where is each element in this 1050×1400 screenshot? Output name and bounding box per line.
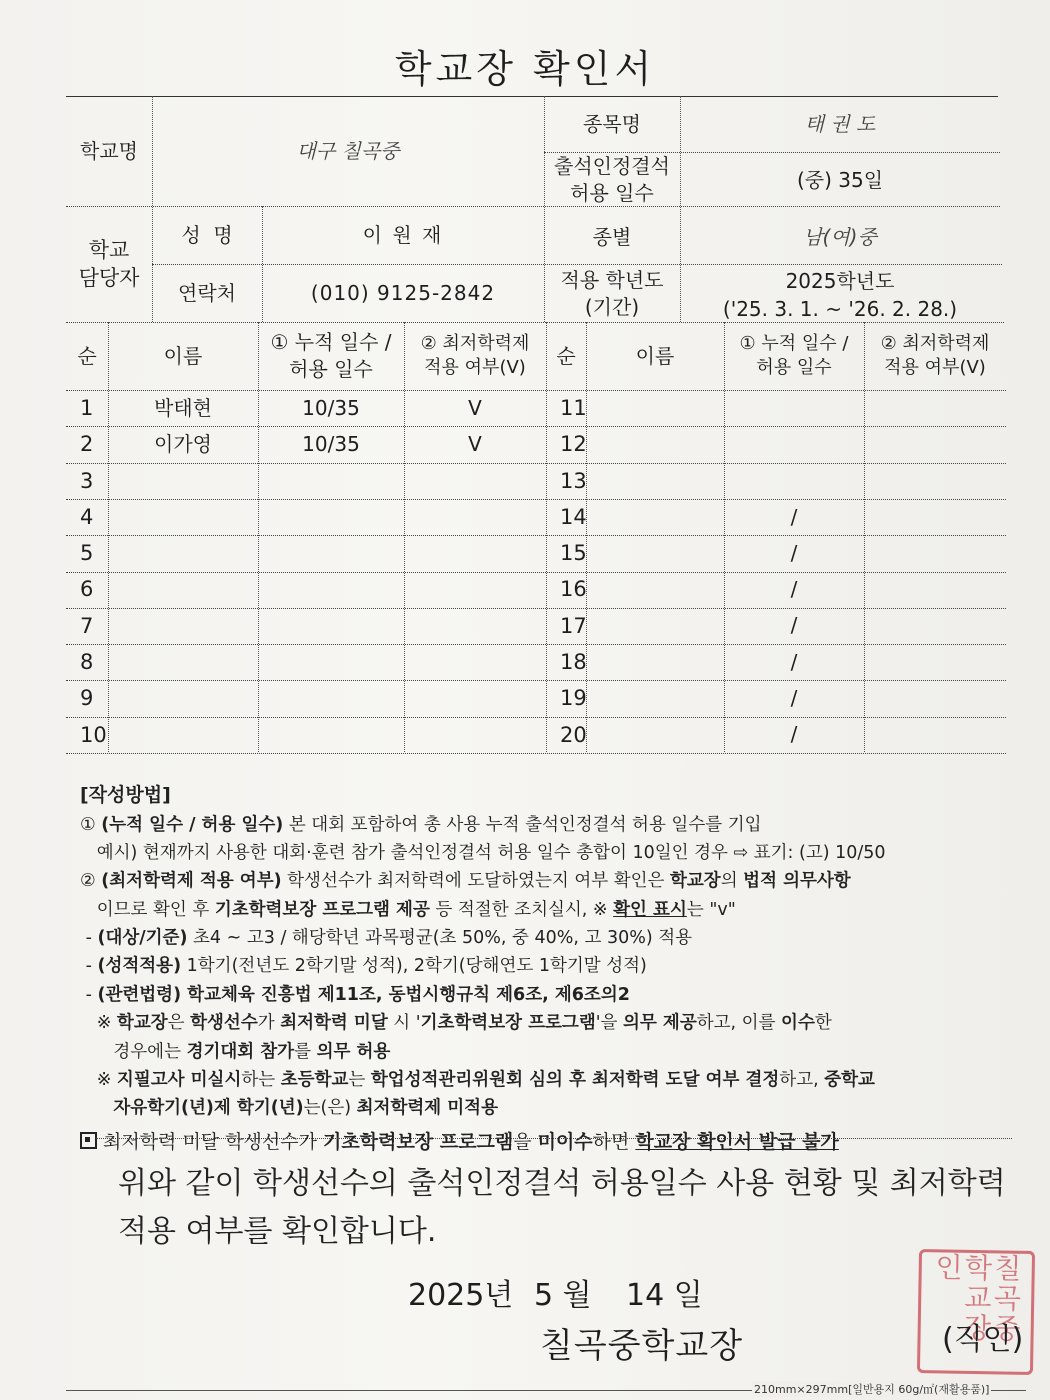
days-ratio: / [790, 504, 798, 529]
contact-value: (010) 9125-2842 [310, 280, 496, 305]
student-name [108, 535, 258, 571]
student-name [586, 572, 724, 608]
table-header-days: ① 누적 일수 / 허용 일수 [270, 330, 392, 381]
period-value: ('25. 3. 1. ~ '26. 2. 28.) [722, 296, 958, 321]
instructions-heading: [작성방법] [80, 784, 171, 806]
paper-spec: 210mm×297mm[일반용지 60g/㎡(재활용품)] [754, 1383, 990, 1396]
minimum-check [864, 717, 1006, 753]
document-title: 학교장 확인서 [394, 47, 656, 91]
days-ratio [724, 463, 864, 499]
minimum-check [404, 463, 546, 499]
minimum-check [864, 535, 1006, 571]
sport-value: 태 권 도 [804, 111, 876, 136]
student-name [108, 499, 258, 535]
checkbox-square-icon [80, 1132, 97, 1149]
minimum-check [864, 426, 1006, 462]
row-number: 10 [80, 722, 107, 747]
days-ratio: / [790, 649, 798, 674]
days-ratio: / [790, 577, 798, 602]
days-ratio [724, 390, 864, 426]
allowed-days-label: 출석인정결석 허용 일수 [554, 154, 670, 205]
row-number: 7 [80, 613, 94, 638]
note-1: ※ 학교장은 학생선수가 최저학력 미달 시 '기초학력보장 프로그램'을 의무 제공하고, 이를 이수한 [80, 1013, 832, 1034]
student-name [108, 463, 258, 499]
row-number: 9 [80, 686, 94, 711]
table-header-minimum: ② 최저학력제 적용 여부(V) [880, 332, 990, 378]
row-number: 18 [560, 650, 587, 675]
law-line: - (관련법령) 학교체육 진흥법 제11조, 동법시행규칙 제6조, 제6조의2 [80, 984, 630, 1005]
student-name [586, 608, 724, 644]
minimum-check [404, 644, 546, 680]
minimum-check [404, 535, 546, 571]
note-2-cont: 자유학기(년)제 학기(년)는(은) 최저학력제 미적용 [113, 1098, 498, 1119]
instruction-item-1: ① (누적 일수 / 허용 일수) 본 대회 포함하여 총 사용 누적 출석인정결석 허용 일수를 기입 [80, 814, 762, 835]
student-name [586, 463, 724, 499]
grading-line: - (성적적용) 1학기(전년도 2학기말 성적), 2학기(당해연도 1학기말 성적) [80, 956, 647, 977]
instructions-section [80, 780, 1020, 1157]
minimum-check [864, 463, 1006, 499]
minimum-check [404, 608, 546, 644]
year-value: 2025학년도 [785, 268, 895, 293]
student-name [108, 680, 258, 716]
confirmation-line-2: 적용 여부를 확인합니다. [118, 1214, 437, 1249]
minimum-check [404, 680, 546, 716]
row-number: 13 [560, 468, 587, 493]
seal-label: (직인) [942, 1322, 1024, 1357]
date-year: 2025년 [408, 1278, 514, 1313]
year-label: 적용 학년도 (기간) [560, 268, 664, 319]
student-name: 박태현 [154, 395, 212, 420]
days-ratio [258, 499, 404, 535]
student-name [586, 644, 724, 680]
days-ratio [258, 644, 404, 680]
note-1-cont: 경우에는 경기대회 참가를 의무 허용 [80, 1041, 391, 1062]
days-ratio [724, 426, 864, 462]
table-header-minimum: ② 최저학력제 적용 여부(V) [420, 332, 530, 378]
confirmation-statement [118, 1160, 1006, 1256]
student-name [108, 608, 258, 644]
minimum-check [864, 680, 1006, 716]
days-ratio: / [790, 686, 798, 711]
official-seal: 칠곡중학교장인 [917, 1249, 1035, 1375]
days-ratio: / [790, 722, 798, 747]
days-ratio [258, 463, 404, 499]
school-name-value: 대구 칠곡중 [296, 138, 400, 163]
minimum-check: V [468, 431, 482, 456]
minimum-check [404, 499, 546, 535]
row-number: 20 [560, 722, 587, 747]
student-name [586, 717, 724, 753]
student-name [586, 535, 724, 571]
row-number: 5 [80, 541, 94, 566]
instruction-item-2-cont: 이므로 확인 후 기초학력보장 프로그램 제공 등 적절한 조치실시, ※ 확인 표시는 "v" [80, 899, 736, 920]
row-number: 17 [560, 613, 587, 638]
minimum-check [864, 390, 1006, 426]
row-number: 19 [560, 686, 587, 711]
days-ratio: / [790, 540, 798, 565]
row-number: 1 [80, 395, 94, 420]
row-number: 8 [80, 650, 94, 675]
date-month: 5 월 [534, 1278, 592, 1313]
days-ratio [258, 717, 404, 753]
table-header-no: 순 [77, 343, 97, 368]
sport-label: 종목명 [583, 111, 641, 136]
table-header-no: 순 [556, 343, 576, 368]
table-header-name: 이름 [635, 343, 675, 368]
table-header-name: 이름 [163, 343, 203, 368]
student-name [586, 680, 724, 716]
instruction-example: 예시) 현재까지 사용한 대회·훈련 참가 출석인정결석 허용 일수 총합이 10일인 경우 ⇨ 표기: (고) 10/50 [80, 843, 886, 864]
contact-label: 연락처 [178, 280, 236, 305]
allowed-days-value: (중) 35일 [796, 167, 884, 192]
table-row-rule [66, 753, 1006, 754]
days-ratio: 10/35 [302, 395, 360, 420]
instruction-item-2: ② (최저학력제 적용 여부) 학생선수가 최저학력에 도달하였는지 여부 확인은 학교장의 법적 의무사항 [80, 871, 851, 892]
days-ratio [258, 535, 404, 571]
note-2: ※ 지필고사 미실시하는 초등학교는 학업성적관리위원회 심의 후 최저학력 도달 여부 결정하고, 중학교 [80, 1069, 875, 1090]
row-number: 12 [560, 432, 587, 457]
minimum-check [864, 644, 1006, 680]
table-header-days: ① 누적 일수 / 허용 일수 [739, 332, 849, 378]
row-number: 3 [80, 468, 94, 493]
days-ratio: 10/35 [302, 431, 360, 456]
student-name [108, 717, 258, 753]
date-day: 14 일 [626, 1278, 703, 1313]
row-number: 14 [560, 504, 587, 529]
student-name [586, 390, 724, 426]
student-name [586, 426, 724, 462]
days-ratio [258, 572, 404, 608]
days-ratio [258, 608, 404, 644]
minimum-check [864, 608, 1006, 644]
student-name [108, 572, 258, 608]
school-manager-label: 학교 담당자 [78, 237, 140, 290]
school-name-label: 학교명 [80, 138, 138, 163]
minimum-check [404, 717, 546, 753]
days-ratio: / [790, 613, 798, 638]
manager-name-value: 이 원 재 [362, 222, 444, 247]
student-name [108, 644, 258, 680]
days-ratio [258, 680, 404, 716]
confirmation-line-1: 위와 같이 학생선수의 출석인정결석 허용일수 사용 현황 및 최저학력 [118, 1166, 1006, 1201]
minimum-check: V [468, 395, 482, 420]
minimum-check [864, 499, 1006, 535]
row-number: 6 [80, 577, 94, 602]
row-number: 11 [560, 395, 587, 420]
minimum-check [404, 572, 546, 608]
row-number: 4 [80, 504, 94, 529]
notes-bottom-rule [96, 1138, 1012, 1139]
category-value: 남(여)중 [803, 224, 877, 249]
minimum-check [864, 572, 1006, 608]
criteria-line: - (대상/기준) 초4 ~ 고3 / 해당학년 과목평균(초 50%, 중 40%, 고 30%) 적용 [80, 928, 693, 949]
signer-name: 칠곡중학교장 [540, 1326, 744, 1366]
student-name [586, 499, 724, 535]
student-name: 이가영 [154, 431, 212, 456]
row-number: 2 [80, 432, 94, 457]
manager-name-label: 성 명 [181, 222, 233, 247]
row-number: 16 [560, 577, 587, 602]
row-number: 15 [560, 541, 587, 566]
category-label: 종별 [592, 224, 632, 249]
final-warning: 최저학력 미달 학생선수가 기초학력보장 프로그램을 미이수하면 학교장 확인서 발급 불가 [80, 1127, 1020, 1158]
